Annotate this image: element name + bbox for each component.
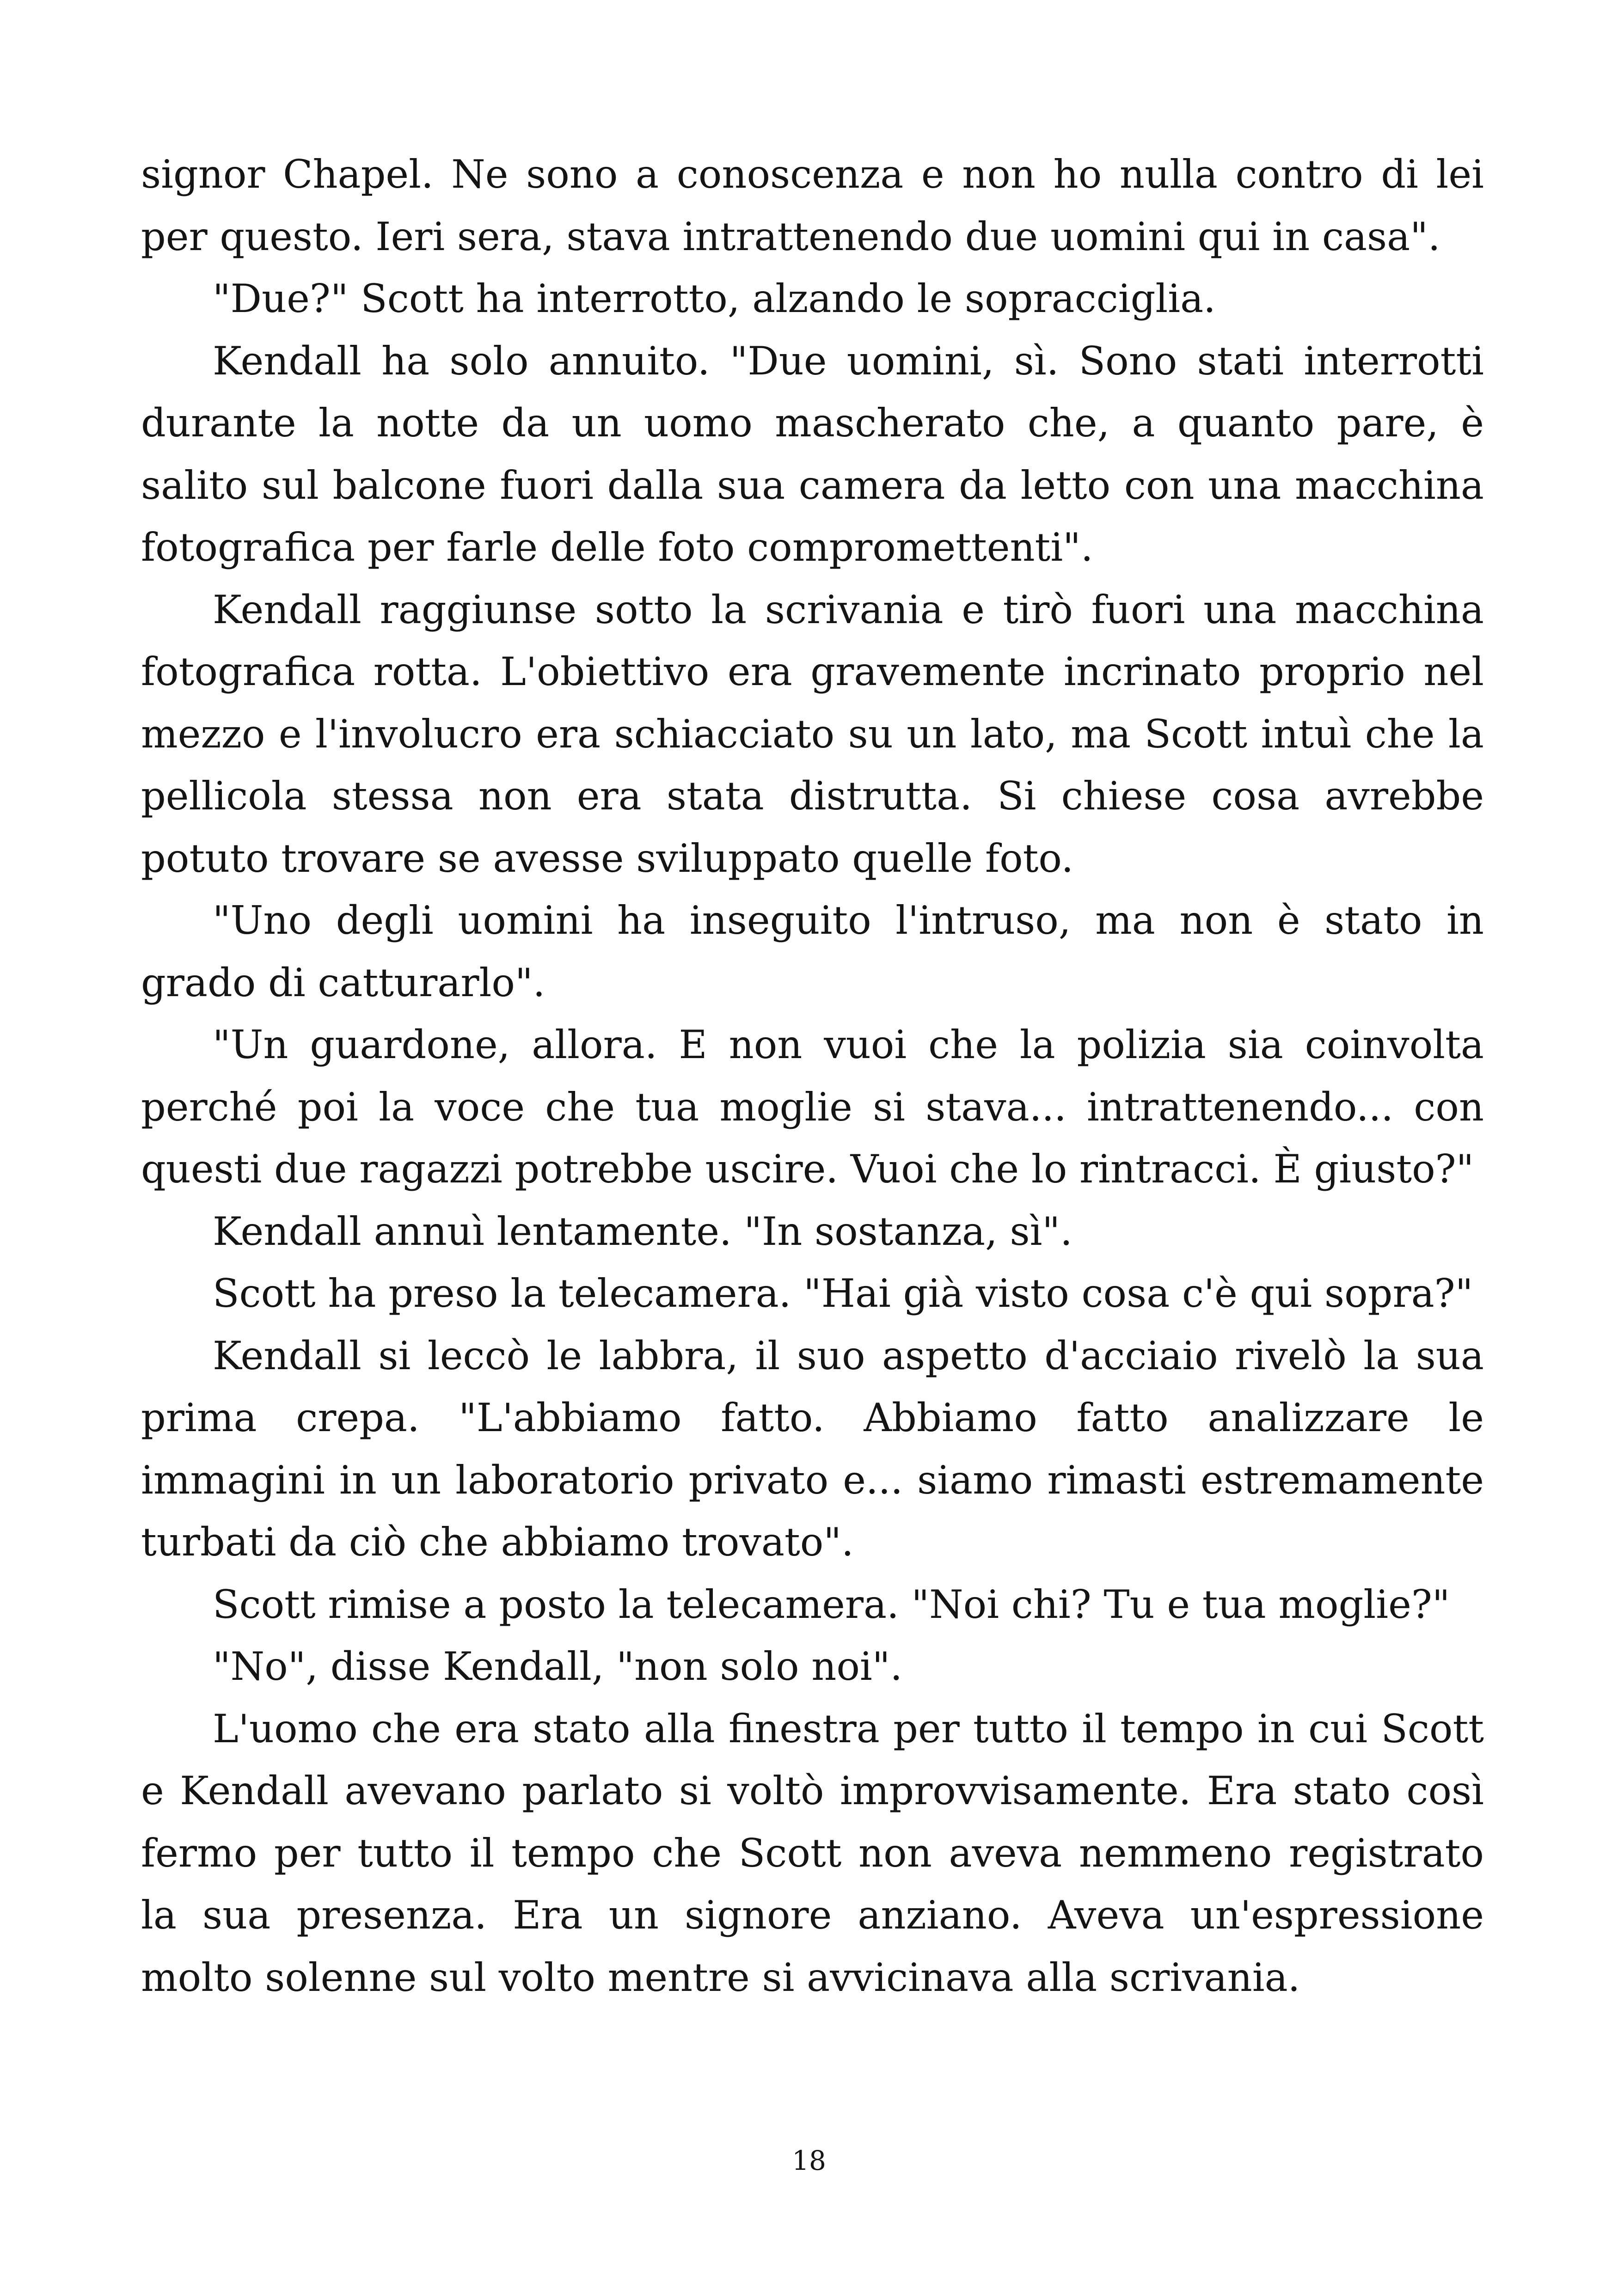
- page-number: 18: [792, 2145, 826, 2176]
- paragraph-9: Kendall si leccò le labbra, il suo aspetto d'acciaio rivelò la sua prima crepa. "L'abbiamo fatto. Abbiamo fatto analizzare le immagini in un laboratorio privato e... siamo rimasti estremamente turbati da ciò che abbiamo trovato".: [141, 1333, 1484, 1565]
- paragraph-1: signor Chapel. Ne sono a conoscenza e non ho nulla contro di lei per questo. Ieri sera, stava intrattenendo due uomini qui in casa".: [141, 152, 1484, 259]
- paragraph-3: Kendall ha solo annuito. "Due uomini, sì. Sono stati interrotti durante la notte da un uomo mascherato che, a quanto pare, è salito sul balcone fuori dalla sua camera da letto con una macchina fotografica per farle delle foto compromettenti".: [141, 338, 1484, 570]
- paragraph-5: "Uno degli uomini ha inseguito l'intruso, ma non è stato in grado di catturarlo".: [141, 898, 1484, 1005]
- paragraph-10: Scott rimise a posto la telecamera. "Noi chi? Tu e tua moglie?": [213, 1581, 1450, 1627]
- paragraph-6: "Un guardone, allora. E non vuoi che la polizia sia coinvolta perché poi la voce che tua moglie si stava... intrattenendo... con questi due ragazzi potrebbe uscire. Vuoi che lo rintracci. È giusto?": [141, 1022, 1484, 1192]
- paragraph-11: "No", disse Kendall, "non solo noi".: [213, 1644, 903, 1689]
- paragraph-2: "Due?" Scott ha interrotto, alzando le sopracciglia.: [213, 276, 1216, 321]
- paragraph-4: Kendall raggiunse sotto la scrivania e tirò fuori una macchina fotografica rotta. L'obiettivo era gravemente incrinato proprio nel mezzo e l'involucro era schiacciato su un lato, ma Scott intuì che la pellicola stessa non era stata distrutta. Si chiese cosa avrebbe potuto trovare se avesse sviluppato quelle foto.: [141, 587, 1484, 881]
- paragraph-8: Scott ha preso la telecamera. "Hai già visto cosa c'è qui sopra?": [213, 1271, 1473, 1316]
- paragraph-7: Kendall annuì lentamente. "In sostanza, sì".: [213, 1208, 1073, 1254]
- paragraph-12: L'uomo che era stato alla finestra per tutto il tempo in cui Scott e Kendall avevano parlato si voltò improvvisamente. Era stato così fermo per tutto il tempo che Scott non aveva nemmeno registrato la sua presenza. Era un signore anziano. Aveva un'espressione molto solenne sul volto mentre si avvicinava alla scrivania.: [141, 1706, 1484, 2000]
- body-text: [141, 143, 1484, 2008]
